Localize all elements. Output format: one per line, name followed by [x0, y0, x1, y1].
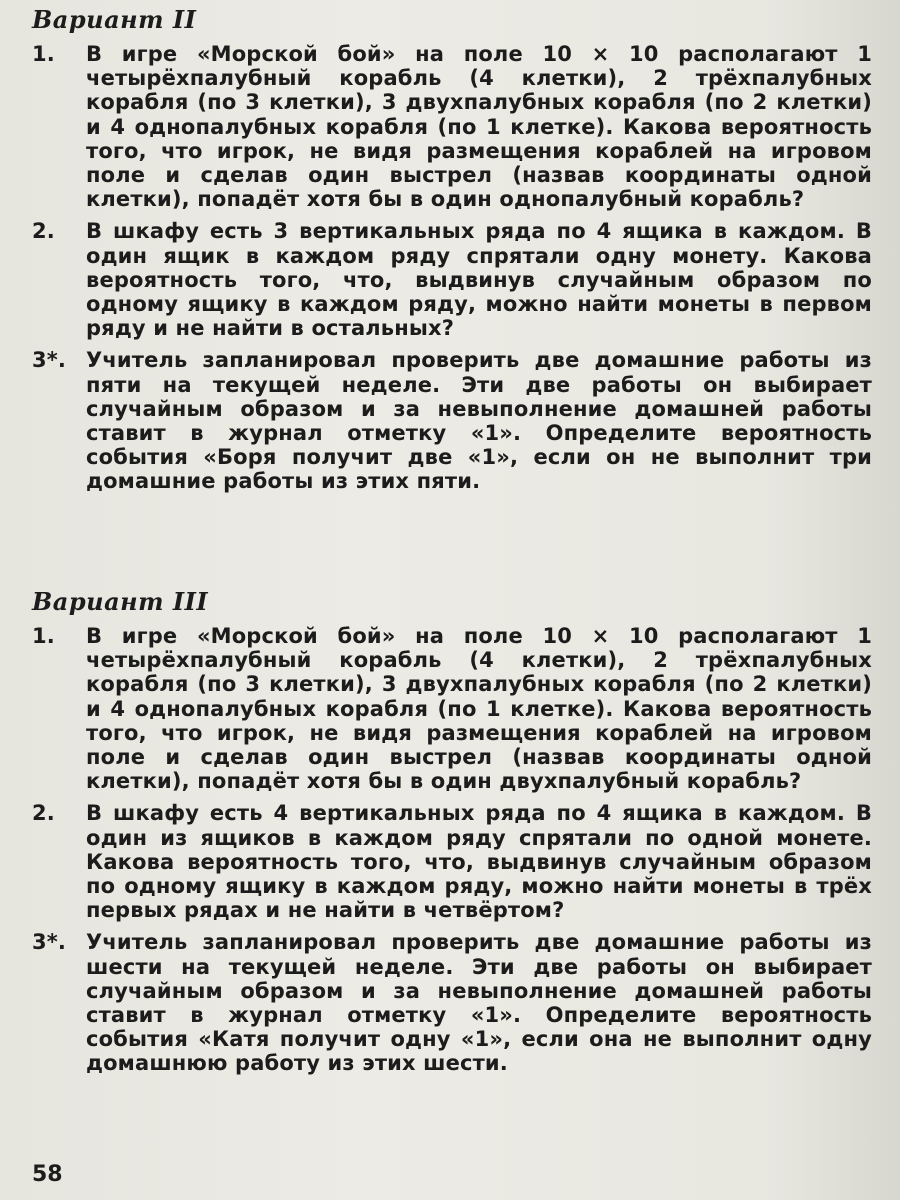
- variant-3-problem-1: [32, 624, 872, 793]
- problem-text: В шкафу есть 4 вертикальных ряда по 4 ящика в каждом. В один из ящиков в каждом ряду спрятали по одной монете. Какова вероятность того, что, выдвинув случайным образом по одному ящику в каждом ряду, можно найти монеты в трёх первых рядах и не найти в четвёртом?: [86, 801, 872, 923]
- problem-text: В игре «Морской бой» на поле 10 × 10 располагают 1 четырёхпалубный корабль (4 клетки), 2 трёхпалубных корабля (по 3 клетки), 3 двухпалубных корабля (по 2 клетки) и 4 однопалубных корабля (по 1 клетке). Какова вероятность того, что игрок, не видя размещения кораблей на игровом поле и сделав один выстрел (назвав координаты одной клетки), попадёт хотя бы в один двухпалубный корабль?: [86, 624, 872, 794]
- page-number: 58: [32, 1162, 63, 1187]
- problem-number: 1.: [32, 624, 55, 648]
- problem-text: Учитель запланировал проверить две домашние работы из пяти на текущей неделе. Эти две работы он выбирает случайным образом и за невыполнение домашней работы ставит в журнал отметку «1». Определите вероятность события «Боря получит две «1», если он не выполнит три домашние работы из этих пяти.: [86, 348, 872, 494]
- problem-text: В шкафу есть 3 вертикальных ряда по 4 ящика в каждом. В один ящик в каждом ряду спрятали одну монету. Какова вероятность того, что, выдвинув случайным образом по одному ящику в каждом ряду, можно найти монеты в первом ряду и не найти в остальных?: [86, 219, 872, 341]
- variant-3-section: [32, 588, 872, 1084]
- variant-2-problem-2: [32, 219, 872, 340]
- variant-2-section: [32, 6, 872, 502]
- variant-3-title: Вариант III: [32, 587, 209, 616]
- problem-text: Учитель запланировал проверить две домашние работы из шести на текущей неделе. Эти две работы он выбирает случайным образом и за невыполнение домашней работы ставит в журнал отметку «1». Определите вероятность события «Катя получит одну «1», если она не выполнит одну домашнюю работу из этих шести.: [86, 930, 872, 1076]
- variant-2-problem-3: [32, 348, 872, 493]
- problem-number: 2.: [32, 219, 55, 244]
- problem-number: 2.: [32, 801, 55, 826]
- problem-number: 1.: [32, 42, 55, 66]
- problem-number: 3*.: [32, 930, 67, 955]
- problem-number: 3*.: [32, 348, 67, 373]
- variant-3-problem-3: [32, 930, 872, 1075]
- variant-2-title: Вариант II: [32, 5, 197, 34]
- variant-3-problem-2: [32, 801, 872, 922]
- problem-text: В игре «Морской бой» на поле 10 × 10 располагают 1 четырёхпалубный корабль (4 клетки), 2 трёхпалубных корабля (по 3 клетки), 3 двухпалубных корабля (по 2 клетки) и 4 однопалубных корабля (по 1 клетке). Какова вероятность того, что игрок, не видя размещения кораблей на игровом поле и сделав один выстрел (назвав координаты одной клетки), попадёт хотя бы в один однопалубный корабль?: [86, 42, 872, 212]
- variant-2-problem-1: [32, 42, 872, 211]
